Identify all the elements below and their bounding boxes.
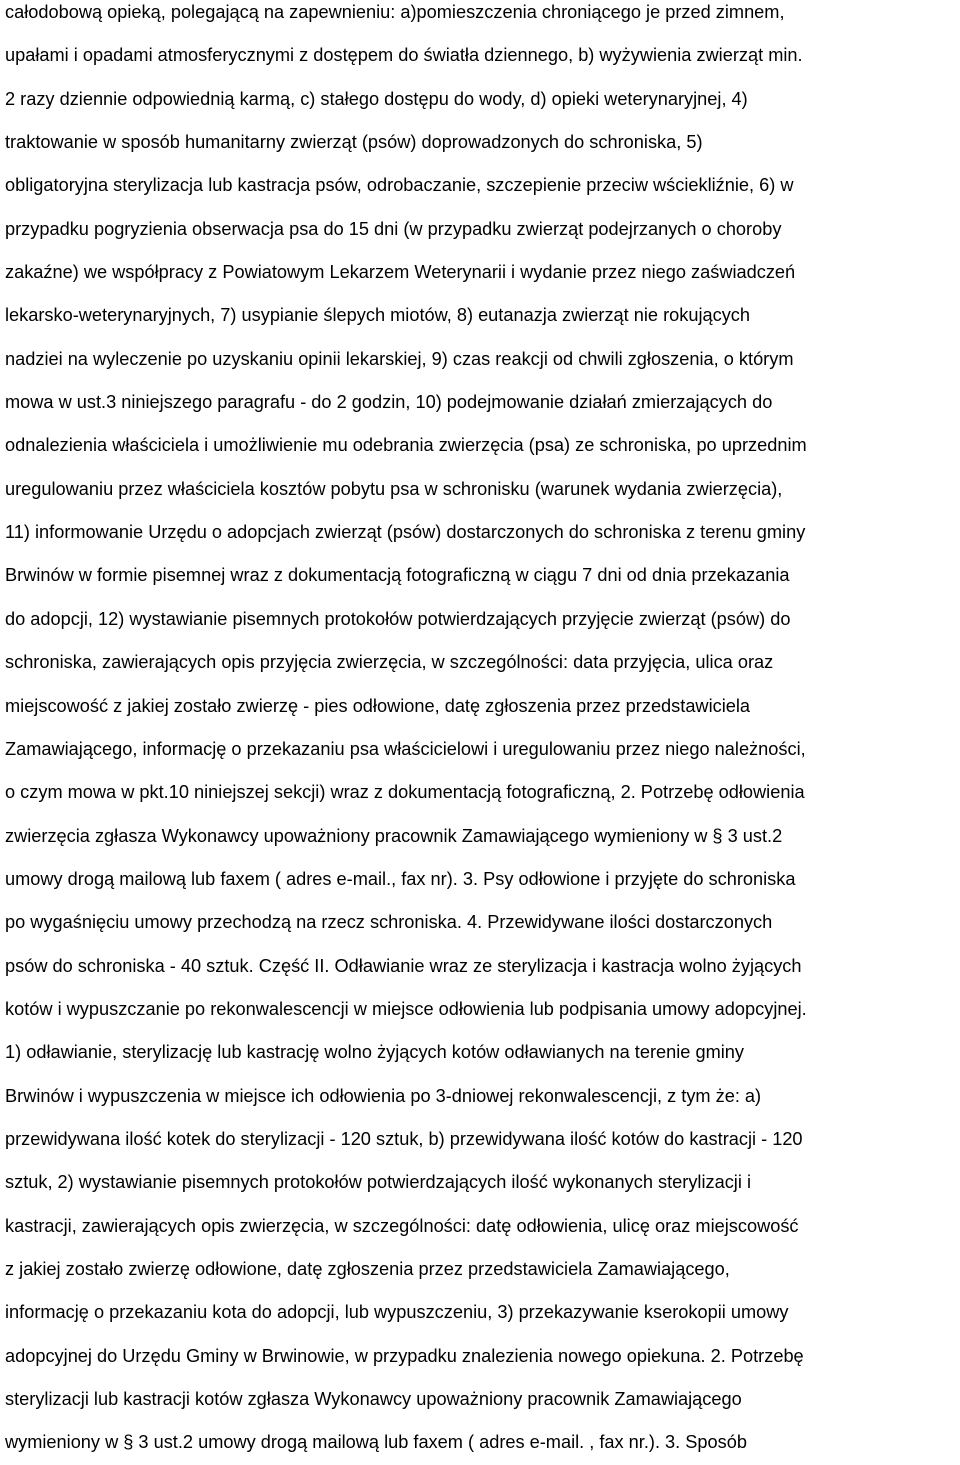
text-line: sterylizacji lub kastracji kotów zgłasza Wykonawcy upoważniony pracownik Zamawiającego <box>5 1389 742 1409</box>
text-line: Zamawiającego, informację o przekazaniu psa właścicielowi i uregulowaniu przez niego należności, <box>5 738 806 759</box>
text-line: nadziei na wyleczenie po uzyskaniu opinii lekarskiej, 9) czas reakcji od chwili zgłoszenia, o którym <box>5 348 794 369</box>
text-line: 2 razy dziennie odpowiednią karmą, c) stałego dostępu do wody, d) opieki weterynaryjnej, 4) <box>5 88 748 109</box>
text-line: lekarsko-weterynaryjnych, 7) usypianie ślepych miotów, 8) eutanazja zwierząt nie rokujących <box>5 305 751 326</box>
text-line: z jakiej zostało zwierzę odłowione, datę zgłoszenia przez przedstawiciela Zamawiającego, <box>5 1258 730 1279</box>
text-line: miejscowość z jakiej zostało zwierzę - pies odłowione, datę zgłoszenia przez przedstawiciela <box>5 695 751 716</box>
text-line: zwierzęcia zgłasza Wykonawcy upoważniony pracownik Zamawiającego wymieniony w § 3 ust.2 <box>5 825 783 846</box>
text-line: wymieniony w § 3 ust.2 umowy drogą mailową lub faxem ( adres e-mail. , fax nr.). 3. Sposób <box>5 1432 747 1453</box>
text-line: upałami i opadami atmosferycznymi z dostępem do światła dziennego, b) wyżywienia zwierząt min. <box>5 45 803 66</box>
text-line: uregulowaniu przez właściciela kosztów pobytu psa w schronisku (warunek wydania zwierzęcia), <box>5 478 783 499</box>
text-line: psów do schroniska - 40 sztuk. Część II. Odławianie wraz ze sterylizacja i kastracja wolno żyjących <box>5 955 802 976</box>
text-line: sztuk, 2) wystawianie pisemnych protokołów potwierdzających ilość wykonanych sterylizacji i <box>5 1172 751 1193</box>
text-line: zakaźne) we współpracy z Powiatowym Lekarzem Weterynarii i wydanie przez niego zaświadczeń <box>5 262 796 283</box>
text-line: przewidywana ilość kotek do sterylizacji - 120 sztuk, b) przewidywana ilość kotów do kastracji - 120 <box>5 1128 803 1149</box>
text-line: do adopcji, 12) wystawianie pisemnych protokołów potwierdzających przyjęcie zwierząt (psów) do <box>5 608 791 629</box>
text-line: informację o przekazaniu kota do adopcji, lub wypuszczeniu, 3) przekazywanie kserokopii umowy <box>5 1302 789 1323</box>
text-line: schroniska, zawierających opis przyjęcia zwierzęcia, w szczególności: data przyjęcia, ulica oraz <box>5 652 774 673</box>
text-line: o czym mowa w pkt.10 niniejszej sekcji) wraz z dokumentacją fotograficzną, 2. Potrzebę odłowienia <box>5 782 805 803</box>
text-line: po wygaśnięciu umowy przechodzą na rzecz schroniska. 4. Przewidywane ilości dostarczonych <box>5 912 773 933</box>
text-line: Brwinów w formie pisemnej wraz z dokumentacją fotograficzną w ciągu 7 dni od dnia przekazania <box>5 565 790 586</box>
text-line: umowy drogą mailową lub faxem ( adres e-mail., fax nr). 3. Psy odłowione i przyjęte do schroniska <box>5 868 796 889</box>
text-line: adopcyjnej do Urzędu Gminy w Brwinowie, w przypadku znalezienia nowego opiekuna. 2. Potrzebę <box>5 1345 804 1366</box>
text-line: obligatoryjna sterylizacja lub kastracja psów, odrobaczanie, szczepienie przeciw wściekliźnie, 6) w <box>5 175 794 196</box>
document-page <box>5 0 960 1465</box>
text-line: traktowanie w sposób humanitarny zwierząt (psów) doprowadzonych do schroniska, 5) <box>5 132 703 153</box>
text-line: odnalezienia właściciela i umożliwienie mu odebrania zwierzęcia (psa) ze schroniska, po uprzednim <box>5 435 807 456</box>
text-line: 1) odławianie, sterylizację lub kastrację wolno żyjących kotów odławianych na terenie gminy <box>5 1042 744 1063</box>
text-line: kotów i wypuszczanie po rekonwalescencji w miejsce odłowienia lub podpisania umowy adopcyjnej. <box>5 998 807 1019</box>
text-line: kastracji, zawierających opis zwierzęcia, w szczególności: datę odłowienia, ulicę oraz miejscowość <box>5 1215 799 1236</box>
text-line: mowa w ust.3 niniejszego paragrafu - do 2 godzin, 10) podejmowanie działań zmierzających do <box>5 392 773 413</box>
text-line: całodobową opieką, polegającą na zapewnieniu: a)pomieszczenia chroniącego je przed zimnem, <box>5 2 785 22</box>
text-line: przypadku pogryzienia obserwacja psa do 15 dni (w przypadku zwierząt podejrzanych o choroby <box>5 218 782 239</box>
text-line: Brwinów i wypuszczenia w miejsce ich odłowienia po 3-dniowej rekonwalescencji, z tym że: a) <box>5 1085 762 1106</box>
text-line: 11) informowanie Urzędu o adopcjach zwierząt (psów) dostarczonych do schroniska z terenu gminy <box>5 522 806 543</box>
